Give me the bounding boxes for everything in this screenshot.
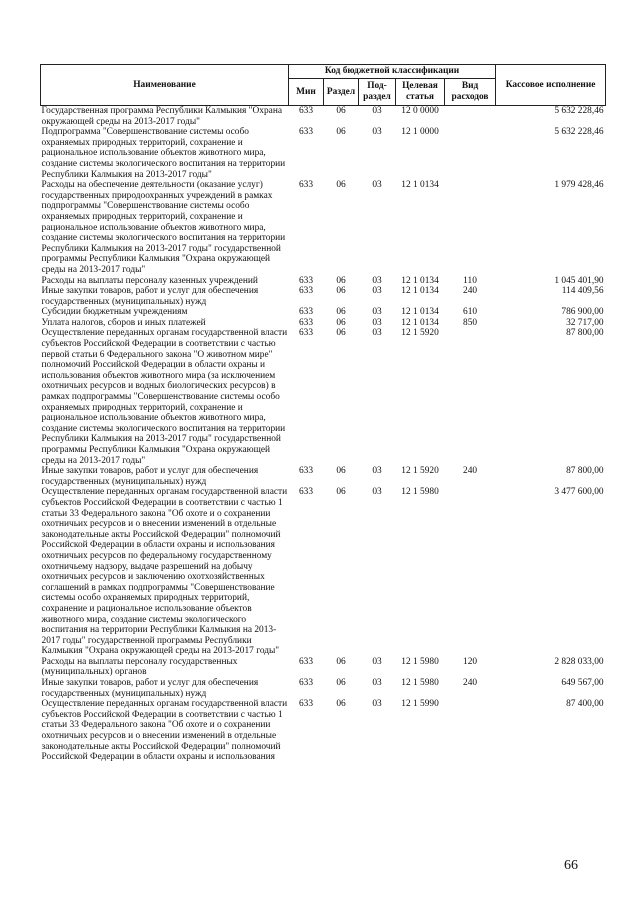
cell-name: Государственная программа Республики Калмыкия "Охрана окружающей среды на 2013-2017 годы" (41, 106, 282, 127)
cell-min: 633 (298, 328, 314, 339)
cell-razd: 06 (336, 275, 346, 286)
header-code-group: Код бюджетной классификации (289, 65, 496, 79)
cell-cel: 12 1 5980 (401, 487, 439, 498)
cell-sum: 649 567,00 (561, 678, 604, 689)
page-number: 66 (564, 858, 578, 873)
cell-name: Уплата налогов, сборов и иных платежей (41, 317, 206, 328)
cell-cel: 12 1 5980 (401, 678, 439, 689)
cell-razd: 06 (336, 106, 346, 116)
cell-sum: 2 828 033,00 (554, 656, 604, 667)
cell-min: 633 (298, 275, 314, 286)
budget-table (40, 64, 606, 763)
cell-min: 633 (298, 180, 314, 191)
cell-razd: 06 (336, 328, 346, 339)
cell-min: 633 (298, 106, 314, 116)
cell-vid: 240 (463, 678, 478, 689)
cell-sum: 786 900,00 (561, 307, 604, 318)
cell-vid (445, 487, 496, 657)
table-row (41, 699, 606, 763)
cell-min: 633 (298, 286, 314, 297)
cell-min: 633 (298, 699, 314, 710)
cell-vid: 610 (463, 307, 478, 318)
cell-razd: 06 (336, 678, 346, 689)
cell-cel: 12 1 5980 (401, 656, 439, 667)
cell-vid: 240 (463, 286, 478, 297)
cell-pod: 03 (372, 466, 382, 477)
table-row (41, 276, 606, 287)
cell-min: 633 (298, 487, 314, 498)
cell-razd: 06 (336, 286, 346, 297)
cell-name: Осуществление переданных органам государственной власти субъектов Российской Федерации в соответствии с частью 1 статьи 33 Федерального закона "Об охоте и о сохранении охотничьих ресурсов и о внесении изменений в отдельные законодательные акты Российской Федерации" полномочий Российской Федерации в области охраны и использования охотничьих ресурсов по федеральному государственному охотничьему надзору, выдаче разрешений на добычу охотничьих ресурсов и заключению охотхозяйственных соглашений в рамках подпрограммы "Совершенствование системы особо охраняемых природных территорий, сохранение и рациональное использование объектов животного мира, создание системы экологического воспитания на территории Республики Калмыкия на 2013-2017 годы" государственной программы Республики Калмыкия "Охрана окружающей среды на 2013-2017 годы" (41, 487, 288, 657)
cell-pod: 03 (372, 317, 382, 328)
table-row (41, 657, 606, 678)
cell-razd: 06 (336, 466, 346, 477)
cell-vid: 110 (463, 275, 477, 286)
cell-sum: 32 717,00 (566, 317, 604, 328)
table-row (41, 127, 606, 180)
cell-name: Иные закупки товаров, работ и услуг для обеспечения государственных (муниципальных) нужд (41, 466, 259, 487)
cell-name: Иные закупки товаров, работ и услуг для обеспечения государственных (муниципальных) нужд (41, 678, 259, 699)
cell-pod: 03 (372, 127, 382, 138)
cell-cel: 12 1 0134 (401, 180, 439, 191)
cell-name: Подпрограмма "Совершенствование системы особо охраняемых природных территорий, сохранение и рациональное использование объектов животного мира, создание системы экологического воспитания на территории Республики Калмыкия на 2013-2017 годы" (41, 127, 286, 180)
header-name: Наименование (41, 65, 289, 106)
cell-vid: 240 (463, 466, 478, 477)
cell-cel: 12 1 0134 (401, 307, 439, 318)
table-row (41, 180, 606, 275)
table-row (41, 286, 606, 307)
header-kassa: Кассовое исполнение (496, 65, 606, 106)
cell-sum: 87 800,00 (566, 328, 604, 339)
cell-pod: 03 (372, 307, 382, 318)
cell-pod: 03 (372, 106, 382, 116)
cell-cel: 12 1 0134 (401, 275, 439, 286)
table-row (41, 466, 606, 487)
table-header (41, 65, 606, 106)
cell-pod: 03 (372, 656, 382, 667)
cell-pod: 03 (372, 678, 382, 689)
table-row (41, 318, 606, 329)
cell-cel: 12 1 5920 (401, 328, 439, 339)
table-row (41, 106, 606, 128)
cell-razd: 06 (336, 180, 346, 191)
cell-min: 633 (298, 466, 314, 477)
cell-name: Расходы на обеспечение деятельности (оказание услуг) государственных природоохранных учреждений в рамках подпрограммы "Совершенствование системы особо охраняемых природных территорий, сохранение и рациональное использование объектов животного мира, создание системы экологического воспитания на территории Республики Калмыкия на 2013-2017 годы" государственной программы Республики Калмыкия "Охрана окружающей среды на 2013-2017 годы" (41, 180, 286, 275)
cell-name: Субсидии бюджетным учреждениям (41, 307, 188, 318)
cell-vid: 120 (463, 656, 478, 667)
cell-sum: 1 045 401,90 (554, 275, 604, 286)
cell-cel: 12 1 5920 (401, 466, 439, 477)
table-row (41, 678, 606, 699)
header-razdel: Раздел (324, 79, 359, 106)
cell-name: Иные закупки товаров, работ и услуг для обеспечения государственных (муниципальных) нужд (41, 286, 259, 307)
table-row (41, 487, 606, 657)
cell-pod: 03 (372, 286, 382, 297)
cell-name: Расходы на выплаты персоналу казенных учреждений (41, 275, 258, 286)
cell-sum: 114 409,56 (561, 286, 604, 297)
cell-razd: 06 (336, 487, 346, 498)
table-row (41, 307, 606, 318)
header-celevaya: Целевая статья (396, 79, 445, 106)
cell-pod: 03 (372, 699, 382, 710)
cell-vid (445, 699, 496, 763)
cell-razd: 06 (336, 699, 346, 710)
header-vid: Вид расходов (445, 79, 496, 106)
cell-sum: 5 632 228,46 (554, 127, 604, 138)
budget-table-page (40, 64, 605, 763)
cell-sum: 87 800,00 (566, 466, 604, 477)
cell-razd: 06 (336, 127, 346, 138)
cell-sum: 1 979 428,46 (554, 180, 604, 191)
cell-name: Осуществление переданных органам государственной власти субъектов Российской Федерации в соответствии с частью первой статьи 6 Федерального закона "О животном мире" полномочий Российской Федерации в области охраны и использования объектов животного мира (за исключением охотничьих ресурсов и водных биологических ресурсов) в рамках подпрограммы "Совершенствование системы особо охраняемых природных территорий, сохранение и рациональное использование объектов животного мира, создание системы экологического воспитания на территории Республики Калмыкия на 2013-2017 годы" государственной программы Республики Калмыкия "Охрана окружающей среды на 2013-2017 годы" (41, 328, 288, 466)
table-row (41, 328, 606, 466)
cell-min: 633 (298, 317, 314, 328)
cell-min: 633 (298, 656, 314, 667)
cell-cel: 12 1 0134 (401, 286, 439, 297)
cell-cel: 12 1 5990 (401, 699, 439, 710)
cell-min: 633 (298, 678, 314, 689)
cell-vid (445, 180, 496, 275)
cell-name: Осуществление переданных органам государственной власти субъектов Российской Федерации в соответствии с частью 1 статьи 33 Федерального закона "Об охоте и о сохранении охотничьих ресурсов и о внесении изменений в отдельные законодательные акты Российской Федерации" полномочий Российской Федерации в области охраны и использования (41, 699, 288, 763)
cell-cel: 12 1 0134 (401, 317, 439, 328)
cell-cel: 12 1 0000 (401, 127, 439, 138)
cell-razd: 06 (336, 656, 346, 667)
cell-min: 633 (298, 127, 314, 138)
cell-min: 633 (298, 307, 314, 318)
header-min: Мин (289, 79, 324, 106)
cell-pod: 03 (372, 275, 382, 286)
table-body (41, 106, 606, 763)
cell-vid: 850 (463, 317, 478, 328)
header-podrazdel: Под-раздел (359, 79, 396, 106)
cell-pod: 03 (372, 487, 382, 498)
cell-name: Расходы на выплаты персоналу государственных (муниципальных) органов (41, 656, 238, 678)
cell-pod: 03 (372, 180, 382, 191)
cell-cel: 12 0 0000 (401, 106, 439, 116)
cell-vid (445, 106, 496, 128)
cell-pod: 03 (372, 328, 382, 339)
cell-vid (445, 328, 496, 466)
cell-razd: 06 (336, 317, 346, 328)
cell-vid (445, 127, 496, 180)
cell-razd: 06 (336, 307, 346, 318)
cell-sum: 3 477 600,00 (554, 487, 604, 498)
cell-sum: 87 400,00 (566, 699, 604, 710)
cell-sum: 5 632 228,46 (554, 106, 604, 116)
